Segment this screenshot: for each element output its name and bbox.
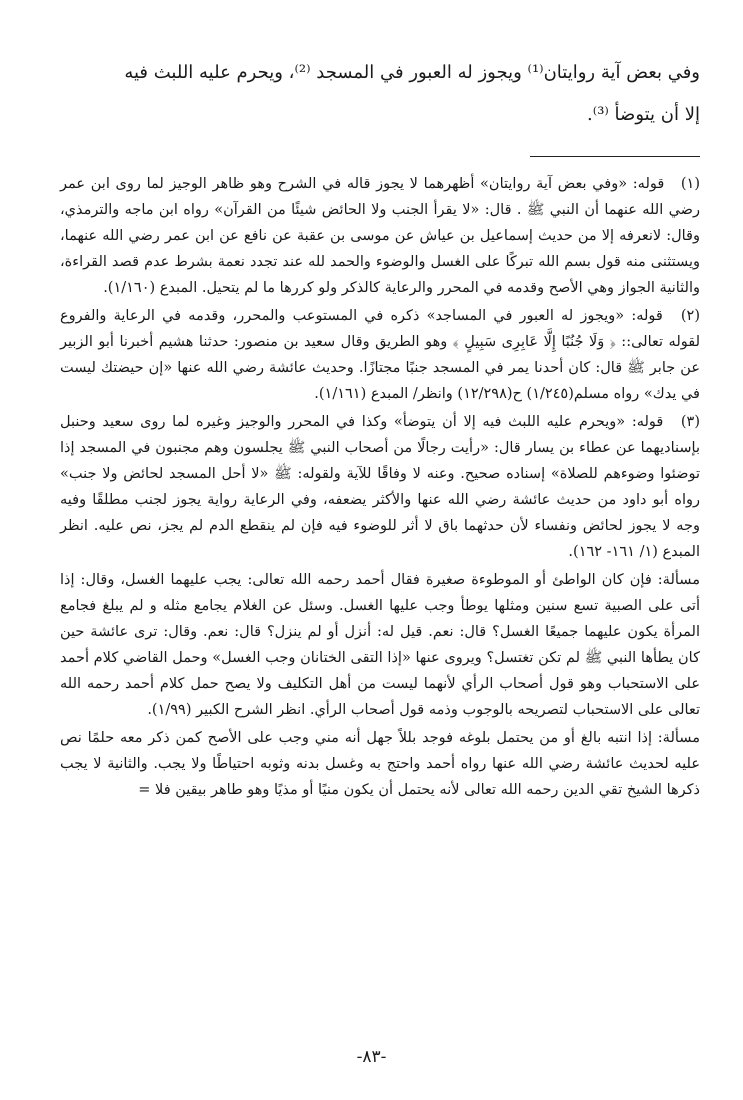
issue-paragraph: مسألة: إذا انتبه بالغ أو من يحتمل بلوغه فوجد بللاً جهل أنه مني وجب على الأصح كمن ذكر معه حلمًا نص عليه لحديث عائشة رضي الله عنها رواه أحمد واحتج به وغسل بدنه وثوبه احتياطًا ولا يجب. والثانية لا يجب ذكرها الشيخ تقي الدين رحمه الله تعالى لأنه يحتمل أن يكون منيًا أو مذيًا وهو طاهر بيقين فلا = — [60, 730, 700, 798]
issue-paragraph: مسألة: فإن كان الواطئ أو الموطوءة صغيرة فقال أحمد رحمه الله تعالى: يجب عليهما الغسل، وقال: إذا أتى على الصبية تسع سنين ومثلها يوطأ وجب عليها الغسل. وسئل عن الغلام يجامع مثله و لم يبلغ فجامع المرأة يكون عليهما جميعًا الغسل؟ قال: نعم. قيل له: أنزل أو لم ينزل؟ قال: نعم. وقال: ترى عائشة حين كان يطأها النبي ﷺ لم تكن تغتسل؟ ويروى عنها «إذا التقى الختانان وجب الغسل» وحمل القاضي كلام أحمد على الاستحباب وهو قول أصحاب الرأي لأنهما ليست من أهل التكليف ولا يصح حمل كلام أحمد رحمه الله تعالى على الاستحباب لتصريحه بالوجوب وذمه قول أصحاب الرأي. انظر الشرح الكبير (١/٩٩). — [60, 572, 700, 718]
footnote-2 — [60, 303, 700, 407]
page-number: -٨٣- — [356, 1047, 387, 1067]
page-content — [60, 52, 700, 805]
footnote-text: قوله: «ويجوز له العبور في المساجد» ذكره في المستوعب والمحرر، وقدمه في الرعاية والفروع لقوله تعالى:: ﴿ وَلَا جُنُبًا إِلَّا عَابِرِى سَبِيلٍ ﴾ وهو الطريق وقال سعيد بن منصور: حدثنا هشيم أخبرنا أبو الزبير عن جابر ﷺ قال: كان أحدنا يمر في المسجد جنبًا مجتازًا. وحديث عائشة رضي الله عنها «إن حيضتك ليست في يدك» رواه مسلم(١/٢٤٥) ح(١٢/٢٩٨) وانظر/ المبدع (١/١٦١). — [60, 308, 700, 402]
footnote-1 — [60, 171, 700, 301]
footnote-text: قوله: «وفي بعض آية روايتان» أظهرهما لا يجوز قاله في الشرح وهو ظاهر الوجيز لما روى ابن عمر رضي الله عنهما أن النبي ﷺ . قال: «لا يقرأ الجنب ولا الحائض شيئًا من القرآن» رواه ابن ماجه والترمذي، وقال: لانعرفه إلا من حديث إسماعيل بن عياش عن موسى بن عقبة عن نافع عن ابن عمر رضي الله عنهما، ويستثنى منه قول بسم الله تبركًا على الغسل والوضوء والحمد لله عند تجدد نعمة بشرط عدم قصد القراءة، والثانية الجواز وهي الأصح وقدمه في المحرر والرعاية كالذكر ولو كررها ما لم يتحيل. المبدع (١/١٦٠). — [60, 176, 700, 296]
footnote-number: (٣) — [680, 414, 701, 430]
footnote-text: قوله: «ويحرم عليه اللبث فيه إلا أن يتوضأ» وكذا في المحرر والوجيز وغيره لما روى سعيد وحنبل بإسناديهما عن عطاء بن يسار قال: «رأيت رجالًا من أصحاب النبي ﷺ يجلسون وهم مجنبون في المسجد إذا توضئوا وضوءهم للصلاة» إسناده صحيح. وعنه لا وفاقًا للآية ولقوله: ﷺ «لا أحل المسجد لحائض ولا جنب» رواه أبو داود من حديث عائشة رضي الله عنها والأكثر يضعفه، وفي الرعاية رواية يجوز لجنب مطلقًا وفيه وجه لا يجوز لحائض ونفساء لأن حدثهما باق لا أثر للوضوء فيه فإن لم ينقطع الدم لم يجز، نص عليه. انظر المبدع (١/ ١٦١- ١٦٢). — [60, 414, 700, 560]
main-text — [60, 52, 700, 136]
footnote-number: (١) — [680, 176, 701, 192]
main-text-line: وفي بعض آية روايتان⁽¹⁾ ويجوز له العبور في المسجد ⁽²⁾، ويحرم عليه اللبث فيه — [124, 62, 700, 83]
main-text-line: إلا أن يتوضأ ⁽³⁾. — [587, 104, 700, 125]
footnote-3 — [60, 409, 700, 565]
footnotes — [60, 171, 700, 803]
footnote-separator — [530, 156, 700, 157]
footnote-number: (٢) — [680, 308, 700, 324]
